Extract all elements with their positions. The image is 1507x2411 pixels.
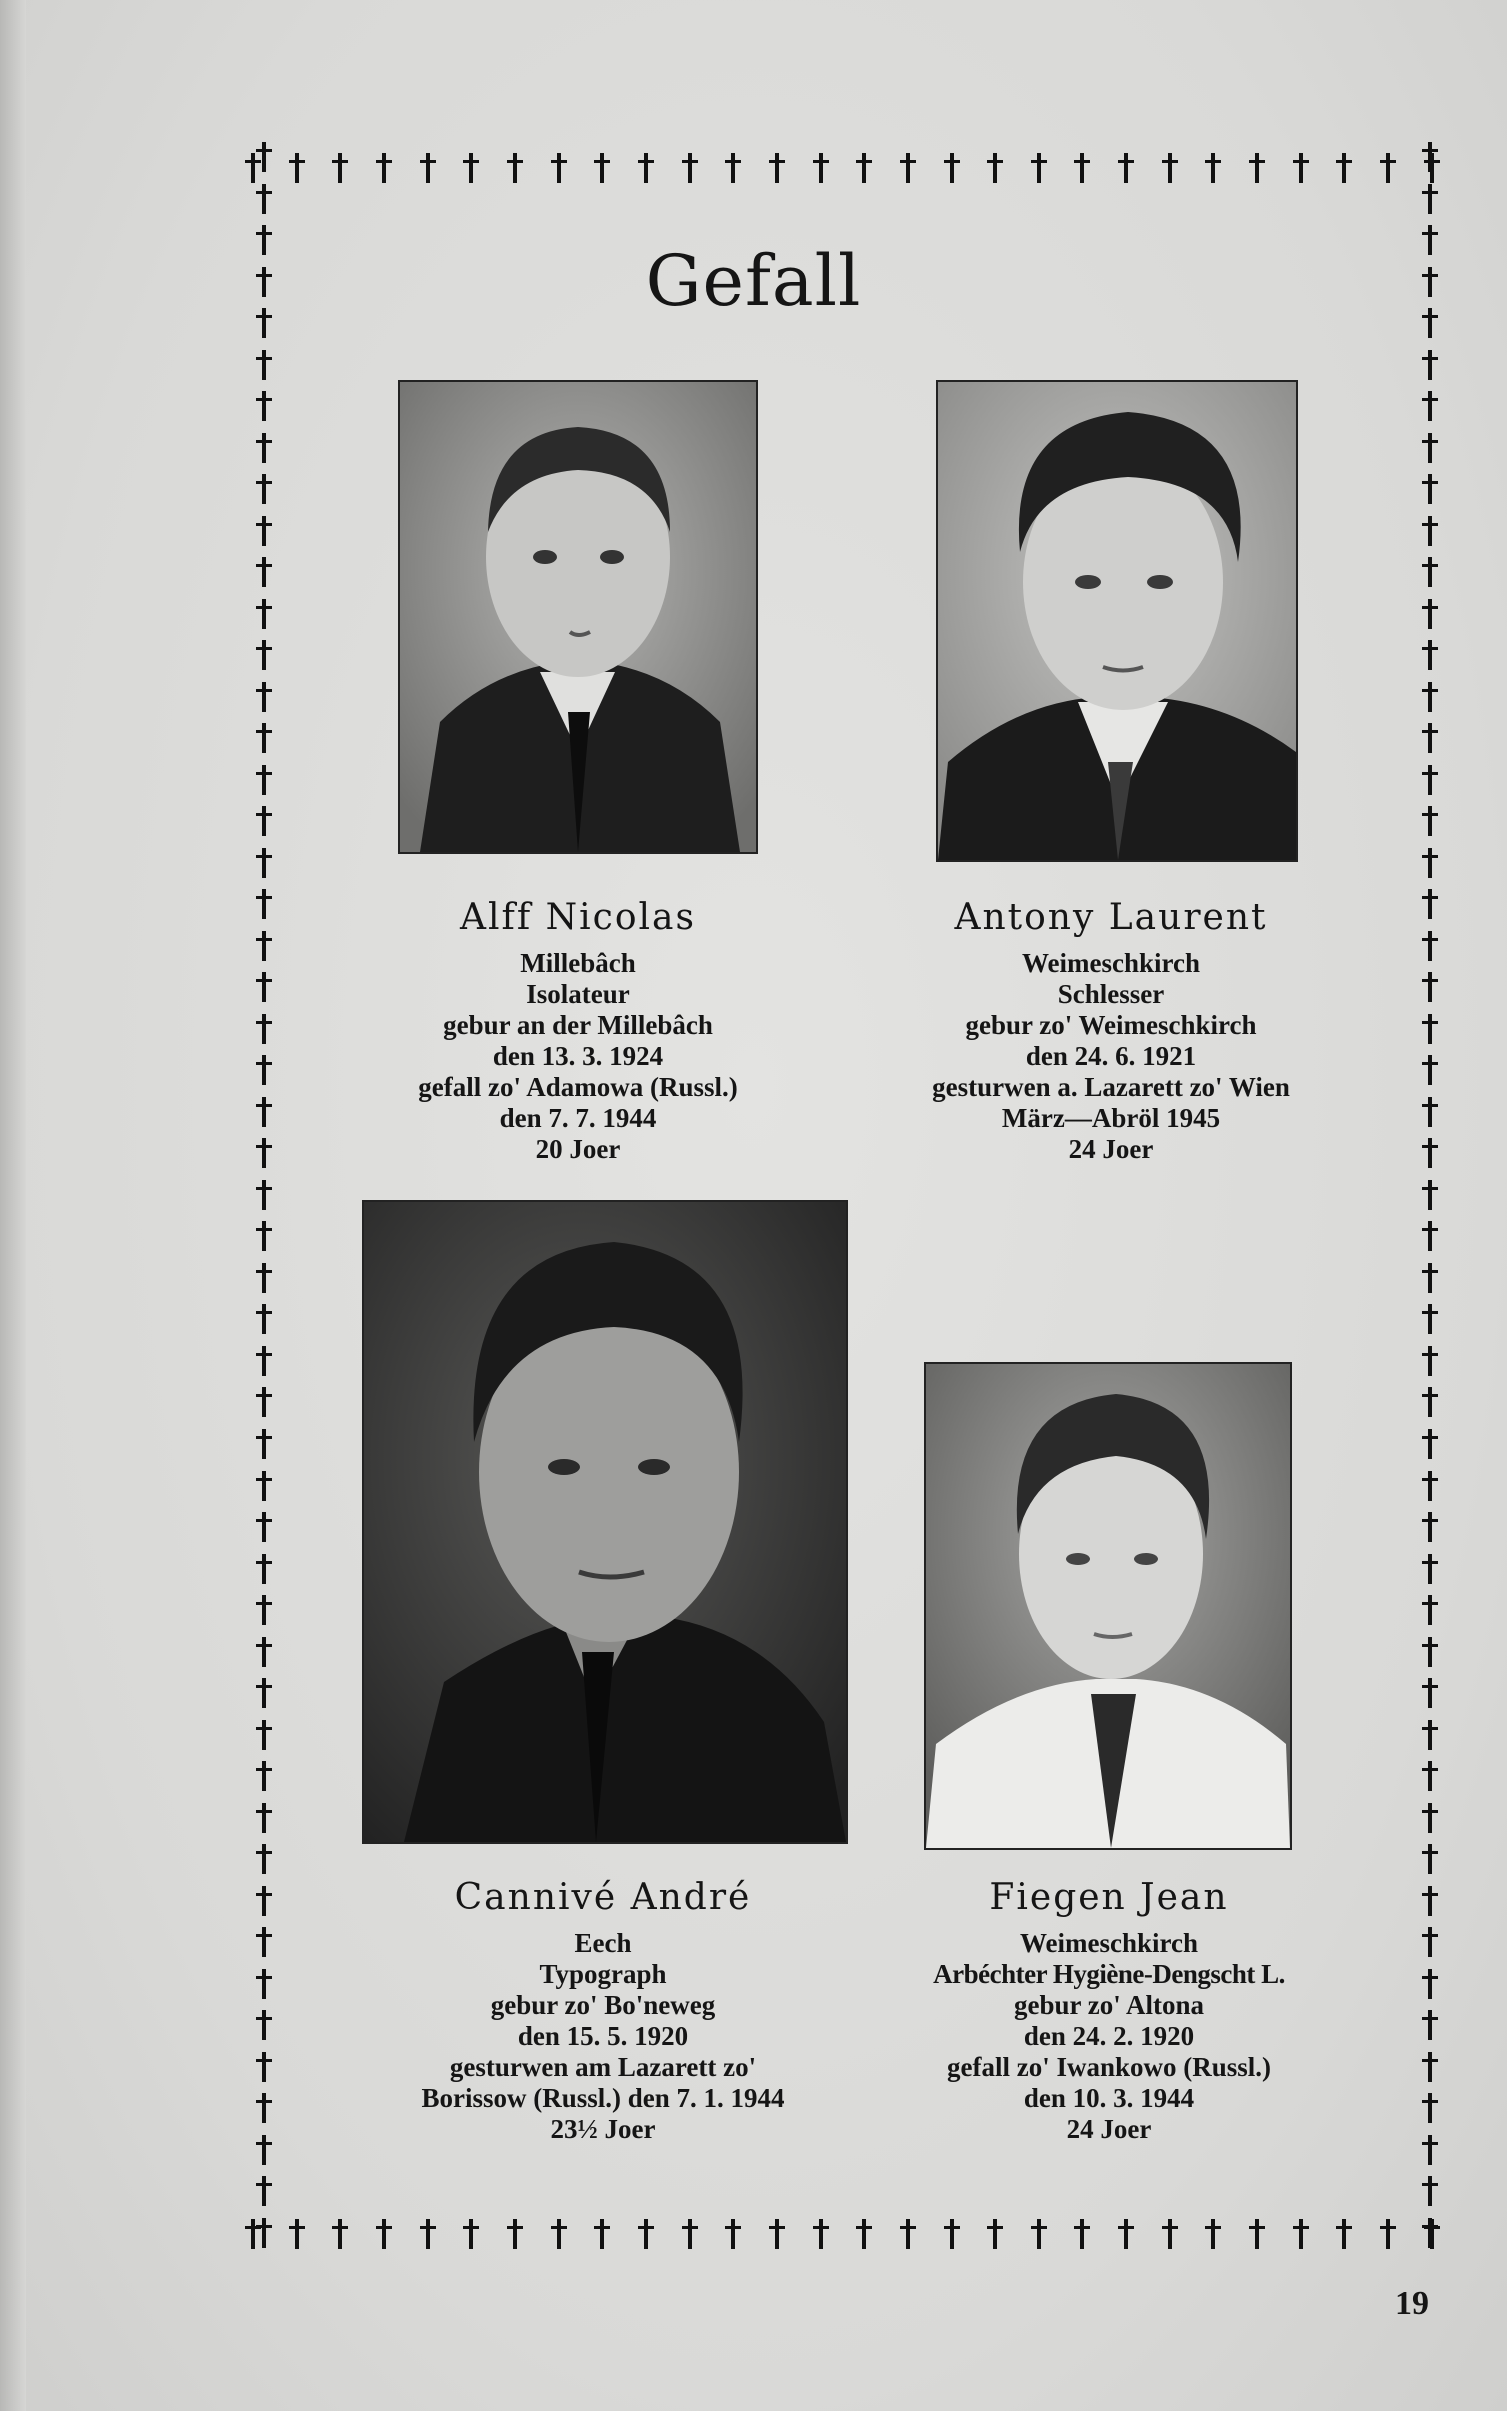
cross-icon — [256, 391, 272, 421]
cross-border-right — [1410, 142, 1450, 2248]
cross-icon — [1422, 1512, 1438, 1542]
cross-icon — [813, 153, 829, 183]
cross-icon — [1205, 2219, 1221, 2249]
cross-icon — [944, 2219, 960, 2249]
cross-icon — [507, 2219, 523, 2249]
cross-icon — [1422, 1471, 1438, 1501]
cross-icon — [551, 2219, 567, 2249]
cross-icon — [987, 2219, 1003, 2249]
cross-icon — [1422, 1554, 1438, 1584]
cross-icon — [1422, 1014, 1438, 1044]
cross-icon — [1162, 2219, 1178, 2249]
cross-icon — [256, 1304, 272, 1334]
cross-icon — [420, 2219, 436, 2249]
cross-icon — [256, 765, 272, 795]
cross-icon — [1422, 433, 1438, 463]
page-title: Gefall — [645, 240, 862, 322]
entry-antony-laurent — [851, 896, 1371, 1165]
cross-icon — [256, 1263, 272, 1293]
cross-icon — [1249, 2219, 1265, 2249]
cross-icon — [1422, 1429, 1438, 1459]
cross-icon — [638, 2219, 654, 2249]
cross-icon — [256, 1138, 272, 1168]
cross-icon — [1422, 474, 1438, 504]
cross-icon — [1422, 1097, 1438, 1127]
cross-icon — [256, 1886, 272, 1916]
cross-icon — [682, 2219, 698, 2249]
entry-line: 20 Joer — [535, 1134, 621, 1164]
cross-icon — [594, 153, 610, 183]
cross-icon — [256, 516, 272, 546]
cross-icon — [1422, 142, 1438, 172]
cross-icon — [256, 2176, 272, 2206]
entry-line: Millebâch — [520, 948, 636, 978]
cross-icon — [256, 1429, 272, 1459]
entry-line: den 10. 3. 1944 — [1023, 2083, 1195, 2113]
cross-icon — [256, 1014, 272, 1044]
cross-icon — [256, 1387, 272, 1417]
cross-icon — [256, 1637, 272, 1667]
cross-icon — [1074, 153, 1090, 183]
cross-icon — [256, 1471, 272, 1501]
cross-icon — [1336, 153, 1352, 183]
cross-icon — [1293, 153, 1309, 183]
portrait-photo-cannive — [362, 1200, 848, 1844]
cross-icon — [256, 474, 272, 504]
cross-icon — [1422, 1927, 1438, 1957]
cross-icon — [463, 2219, 479, 2249]
entry-line: 24 Joer — [1068, 1134, 1154, 1164]
cross-icon — [1422, 931, 1438, 961]
cross-icon — [856, 2219, 872, 2249]
cross-icon — [289, 153, 305, 183]
cross-icon — [1422, 184, 1438, 214]
cross-icon — [1380, 153, 1396, 183]
cross-icon — [638, 153, 654, 183]
cross-icon — [256, 1803, 272, 1833]
cross-icon — [1422, 2176, 1438, 2206]
cross-icon — [256, 1927, 272, 1957]
cross-icon — [256, 1554, 272, 1584]
cross-icon — [256, 2135, 272, 2165]
cross-icon — [1422, 2093, 1438, 2123]
cross-icon — [813, 2219, 829, 2249]
cross-icon — [1422, 972, 1438, 1002]
cross-icon — [1380, 2219, 1396, 2249]
cross-icon — [856, 153, 872, 183]
cross-icon — [256, 806, 272, 836]
cross-icon — [1422, 1678, 1438, 1708]
cross-icon — [1422, 1304, 1438, 1334]
cross-icon — [256, 1346, 272, 1376]
cross-icon — [1074, 2219, 1090, 2249]
cross-icon — [682, 153, 698, 183]
cross-icon — [1422, 1886, 1438, 1916]
entry-line: gesturwen a. Lazarett zo' Wien — [932, 1072, 1290, 1102]
cross-icon — [256, 931, 272, 961]
cross-icon — [256, 640, 272, 670]
cross-icon — [256, 1055, 272, 1085]
entry-line: Typograph — [539, 1959, 667, 1989]
cross-icon — [463, 153, 479, 183]
entry-line: März—Abröl 1945 — [1001, 1103, 1221, 1133]
cross-icon — [1422, 1803, 1438, 1833]
entry-name: Cannivé André — [454, 1877, 752, 1918]
entry-line: gebur zo' Weimeschkirch — [965, 1010, 1257, 1040]
entry-alff-nicolas — [318, 896, 838, 1165]
cross-icon — [769, 153, 785, 183]
cross-icon — [256, 142, 272, 172]
entry-name: Antony Laurent — [954, 897, 1268, 938]
entry-line: gefall zo' Adamowa (Russl.) — [418, 1072, 738, 1102]
entry-line: gefall zo' Iwankowo (Russl.) — [946, 2052, 1271, 2082]
cross-icon — [256, 889, 272, 919]
cross-icon — [1162, 153, 1178, 183]
portrait-photo-antony — [936, 380, 1298, 862]
cross-icon — [1422, 1180, 1438, 1210]
entry-line: Weimeschkirch — [1022, 948, 1200, 978]
entry-line: Weimeschkirch — [1020, 1928, 1198, 1958]
cross-icon — [1118, 2219, 1134, 2249]
cross-icon — [507, 153, 523, 183]
cross-icon — [1293, 2219, 1309, 2249]
entry-line: 23½ Joer — [550, 2114, 656, 2144]
cross-icon — [1422, 889, 1438, 919]
cross-icon — [1422, 2052, 1438, 2082]
cross-icon — [256, 2093, 272, 2123]
cross-icon — [420, 153, 436, 183]
cross-icon — [1118, 153, 1134, 183]
entry-line: Borissow (Russl.) den 7. 1. 1944 — [421, 2083, 785, 2113]
cross-icon — [1031, 153, 1047, 183]
cross-icon — [1422, 516, 1438, 546]
cross-icon — [1249, 153, 1265, 183]
cross-icon — [256, 1512, 272, 1542]
cross-icon — [256, 1180, 272, 1210]
cross-icon — [256, 723, 272, 753]
portrait-photo-fiegen — [924, 1362, 1292, 1850]
cross-icon — [725, 2219, 741, 2249]
cross-icon — [900, 2219, 916, 2249]
cross-icon — [1422, 723, 1438, 753]
cross-icon — [256, 1720, 272, 1750]
entry-line: Isolateur — [526, 979, 630, 1009]
cross-icon — [256, 2218, 272, 2248]
cross-icon — [1031, 2219, 1047, 2249]
entry-line: 24 Joer — [1066, 2114, 1152, 2144]
cross-icon — [256, 2010, 272, 2040]
cross-icon — [725, 153, 741, 183]
cross-icon — [256, 1844, 272, 1874]
cross-icon — [987, 153, 1003, 183]
entry-fiegen-jean — [849, 1876, 1369, 2145]
cross-border-left — [244, 142, 284, 2248]
entry-cannive-andre — [343, 1876, 863, 2145]
cross-icon — [944, 153, 960, 183]
cross-icon — [256, 1969, 272, 1999]
cross-icon — [1422, 350, 1438, 380]
cross-icon — [1422, 1761, 1438, 1791]
cross-icon — [1422, 1346, 1438, 1376]
cross-icon — [256, 848, 272, 878]
cross-icon — [256, 557, 272, 587]
cross-icon — [1422, 640, 1438, 670]
cross-icon — [256, 350, 272, 380]
cross-icon — [376, 153, 392, 183]
cross-icon — [256, 972, 272, 1002]
cross-icon — [551, 153, 567, 183]
entry-line: gebur zo' Bo'neweg — [490, 1990, 716, 2020]
cross-border-top — [245, 146, 1440, 190]
portrait-photo-alff — [398, 380, 758, 854]
entry-line: Eech — [574, 1928, 632, 1958]
entry-line: den 24. 2. 1920 — [1023, 2021, 1195, 2051]
cross-icon — [1422, 1637, 1438, 1667]
cross-icon — [594, 2219, 610, 2249]
cross-icon — [1422, 599, 1438, 629]
cross-icon — [1205, 153, 1221, 183]
cross-icon — [256, 1221, 272, 1251]
cross-border-bottom — [245, 2212, 1440, 2256]
cross-icon — [1422, 2218, 1438, 2248]
cross-icon — [256, 184, 272, 214]
cross-icon — [1422, 806, 1438, 836]
entry-line: gesturwen am Lazarett zo' — [449, 2052, 757, 2082]
entry-line: den 13. 3. 1924 — [492, 1041, 664, 1071]
cross-icon — [1336, 2219, 1352, 2249]
cross-icon — [376, 2219, 392, 2249]
cross-icon — [256, 433, 272, 463]
cross-icon — [256, 2052, 272, 2082]
entry-name: Fiegen Jean — [989, 1877, 1229, 1918]
entry-line: gebur zo' Altona — [1013, 1990, 1204, 2020]
cross-icon — [1422, 765, 1438, 795]
entry-line: den 24. 6. 1921 — [1025, 1041, 1197, 1071]
cross-icon — [256, 682, 272, 712]
cross-icon — [900, 153, 916, 183]
cross-icon — [1422, 1969, 1438, 1999]
cross-icon — [769, 2219, 785, 2249]
entry-name: Alff Nicolas — [460, 897, 696, 938]
cross-icon — [1422, 1387, 1438, 1417]
cross-icon — [1422, 848, 1438, 878]
cross-icon — [256, 1097, 272, 1127]
page-number: 19 — [1395, 2285, 1429, 2322]
cross-icon — [1422, 2010, 1438, 2040]
cross-icon — [256, 1761, 272, 1791]
cross-icon — [1422, 391, 1438, 421]
cross-icon — [1422, 557, 1438, 587]
entry-line: gebur an der Millebâch — [443, 1010, 713, 1040]
entry-line: den 15. 5. 1920 — [517, 2021, 689, 2051]
cross-icon — [256, 599, 272, 629]
cross-icon — [1422, 1263, 1438, 1293]
cross-icon — [1422, 1720, 1438, 1750]
cross-icon — [332, 2219, 348, 2249]
cross-icon — [1422, 1595, 1438, 1625]
cross-icon — [1422, 682, 1438, 712]
book-spine-shadow — [0, 0, 26, 2411]
cross-icon — [289, 2219, 305, 2249]
cross-icon — [1422, 2135, 1438, 2165]
cross-icon — [256, 1595, 272, 1625]
cross-icon — [332, 153, 348, 183]
entry-line: den 7. 7. 1944 — [499, 1103, 657, 1133]
cross-icon — [1422, 1138, 1438, 1168]
entry-line: Schlesser — [1057, 979, 1165, 1009]
cross-icon — [1422, 1844, 1438, 1874]
cross-icon — [1422, 1055, 1438, 1085]
cross-icon — [256, 1678, 272, 1708]
cross-icon — [1422, 1221, 1438, 1251]
entry-line: Arbéchter Hygiène-Dengscht L. — [933, 1959, 1285, 1989]
